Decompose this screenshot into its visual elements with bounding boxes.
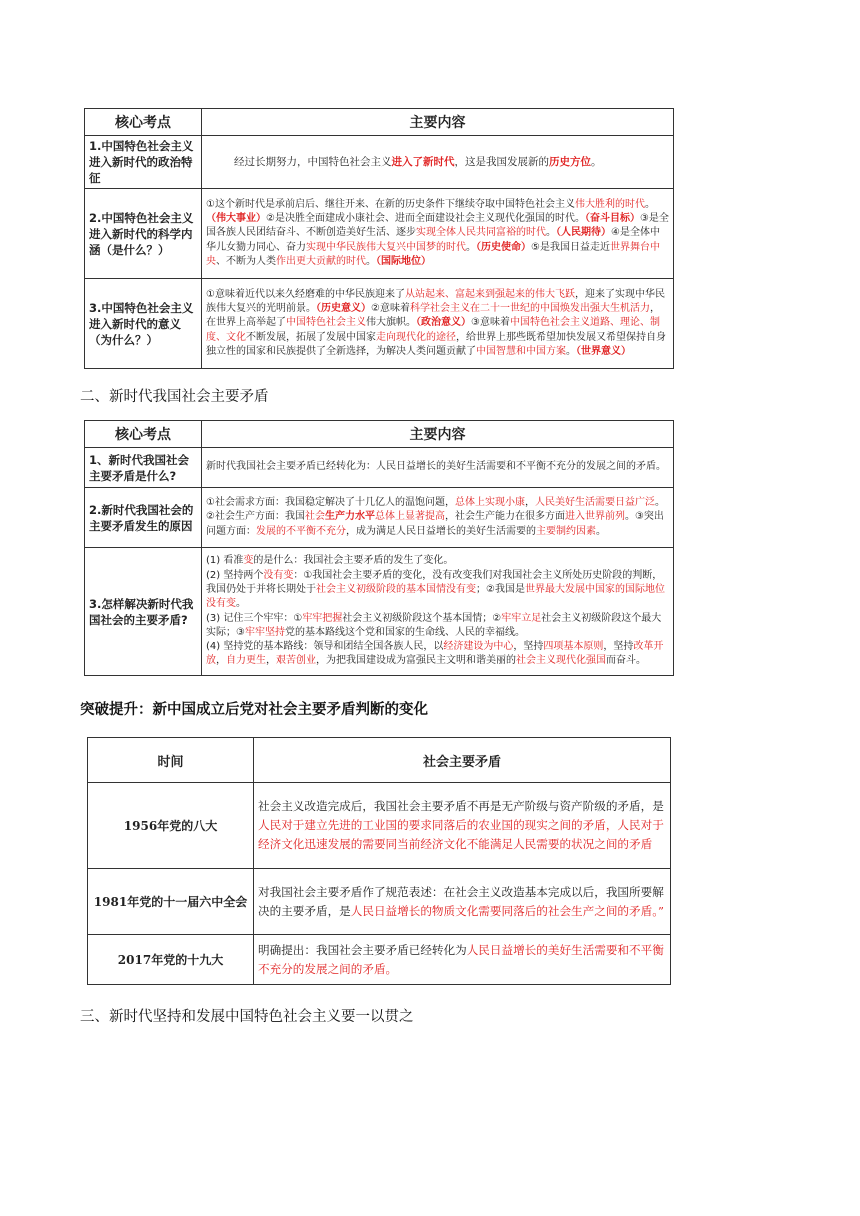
row-key: 3.中国特色社会主义进入新时代的意义（为什么？）: [85, 279, 202, 369]
point-1: (1) 看准变的是什么：我国社会主要矛盾的发生了变化。: [206, 555, 454, 567]
header-main-content: 主要内容: [202, 421, 674, 448]
section-heading-2: 二、新时代我国社会主要矛盾: [80, 389, 269, 405]
row-content: ①意味着近代以来久经磨难的中华民族迎来了从站起来、富起来到强起来的伟大飞跃，迎来了实现中华民族伟大复兴的光明前景。（历史意义）②意味着科学社会主义在二十一世纪的中国焕发出强大生机活力，在世界上高举起了中国特色社会主义伟大旗帜。（政治意义）③意味着中国特色社会主义道路、理论、制度、文化不断发展，拓展了发展中国家走向现代化的途径，给世界上那些既希望加快发展又希望保持自身独立性的国家和民族提供了全新选择，为解决人类问题贡献了中国智慧和中国方案。（世界意义）: [202, 279, 674, 369]
table-row: [85, 279, 674, 369]
row-key: 1956年党的八大: [88, 783, 254, 869]
row-content: 社会主义改造完成后，我国社会主要矛盾不再是无产阶级与资产阶级的矛盾，是人民对于建立先进的工业国的要求同落后的农业国的现实之间的矛盾，人民对于经济文化迅速发展的需要同当前经济文化不能满足人民需要的状况之间的矛盾: [254, 783, 671, 869]
table-row: [88, 869, 671, 935]
table-row: [88, 783, 671, 869]
row-key: 2.新时代我国社会的主要矛盾发生的原因: [85, 488, 202, 548]
core-points-table-1: [84, 108, 674, 369]
row-key: 1.中国特色社会主义进入新时代的政治特征: [85, 136, 202, 189]
section-heading-4: 三、新时代坚持和发展中国特色社会主义要一以贯之: [80, 1009, 414, 1025]
row-content: [202, 548, 674, 676]
header-core-points: 核心考点: [85, 109, 202, 136]
point-2: (2) 坚持两个没有变：①我国社会主要矛盾的变化，没有改变我们对我国社会主义所处历史阶段的判断，我国仍处于并将长期处于社会主义初级阶段的基本国情没有变；②我国是世界最大发展中国家的国际地位没有变。: [206, 569, 665, 610]
header-main-contradiction: 社会主要矛盾: [254, 738, 671, 783]
header-time: 时间: [88, 738, 254, 783]
row-key: 2017年党的十九大: [88, 935, 254, 985]
table-row: [88, 935, 671, 985]
table-row: [85, 189, 674, 279]
header-core-points: 核心考点: [85, 421, 202, 448]
row-content: 明确提出：我国社会主要矛盾已经转化为人民日益增长的美好生活需要和不平衡不充分的发展之间的矛盾。: [254, 935, 671, 985]
row-content: 经过长期努力，中国特色社会主义进入了新时代，这是我国发展新的历史方位。: [202, 136, 674, 189]
row-key: 3.怎样解决新时代我国社会的主要矛盾?: [85, 548, 202, 676]
table-row: [85, 548, 674, 676]
row-content: ①这个新时代是承前启后、继往开来、在新的历史条件下继续夺取中国特色社会主义伟大胜利的时代。（伟大事业）②是决胜全面建成小康社会、进而全面建设社会主义现代化强国的时代。（奋斗目标）③是全国各族人民团结奋斗、不断创造美好生活、逐步实现全体人民共同富裕的时代。（人民期待）④是全体中华儿女勠力同心、奋力实现中华民族伟大复兴中国梦的时代。（历史使命）⑤是我国日益走近世界舞台中央、不断为人类作出更大贡献的时代。（国际地位）: [202, 189, 674, 279]
table-row: [85, 488, 674, 548]
header-main-content: 主要内容: [202, 109, 674, 136]
table-header-row: [85, 109, 674, 136]
point-4: (4) 坚持党的基本路线：领导和团结全国各族人民，以经济建设为中心，坚持四项基本原则，坚持改革开放，自力更生，艰苦创业，为把我国建设成为富强民主文明和谐美丽的社会主义现代化强国而奋斗。: [206, 641, 664, 667]
table-header-row: [88, 738, 671, 783]
row-key: 1、新时代我国社会主要矛盾是什么?: [85, 448, 202, 488]
table-header-row: [85, 421, 674, 448]
contradiction-history-table: [87, 737, 671, 985]
point-3: (3) 记住三个牢牢：①牢牢把握社会主义初级阶段这个基本国情；②牢牢立足社会主义初级阶段这个最大实际；③牢牢坚持党的基本路线这个党和国家的生命线、人民的幸福线。: [206, 612, 662, 638]
row-content: 新时代我国社会主要矛盾已经转化为：人民日益增长的美好生活需要和不平衡不充分的发展之间的矛盾。: [202, 448, 674, 488]
core-points-table-2: [84, 420, 674, 676]
section-heading-3: 突破提升：新中国成立后党对社会主要矛盾判断的变化: [80, 702, 428, 718]
row-content: ①社会需求方面：我国稳定解决了十几亿人的温饱问题，总体上实现小康，人民美好生活需要日益广泛。②社会生产方面：我国社会生产力水平总体上显著提高，社会生产能力在很多方面进入世界前列。③突出问题方面：发展的不平衡不充分，成为满足人民日益增长的美好生活需要的主要制约因素。: [202, 488, 674, 548]
table-row: [85, 448, 674, 488]
row-key: 2.中国特色社会主义进入新时代的科学内涵（是什么？）: [85, 189, 202, 279]
row-content: 对我国社会主要矛盾作了规范表述：在社会主义改造基本完成以后，我国所要解决的主要矛盾，是人民日益增长的物质文化需要同落后的社会生产之间的矛盾。”: [254, 869, 671, 935]
row-key: 1981年党的十一届六中全会: [88, 869, 254, 935]
table-row: [85, 136, 674, 189]
